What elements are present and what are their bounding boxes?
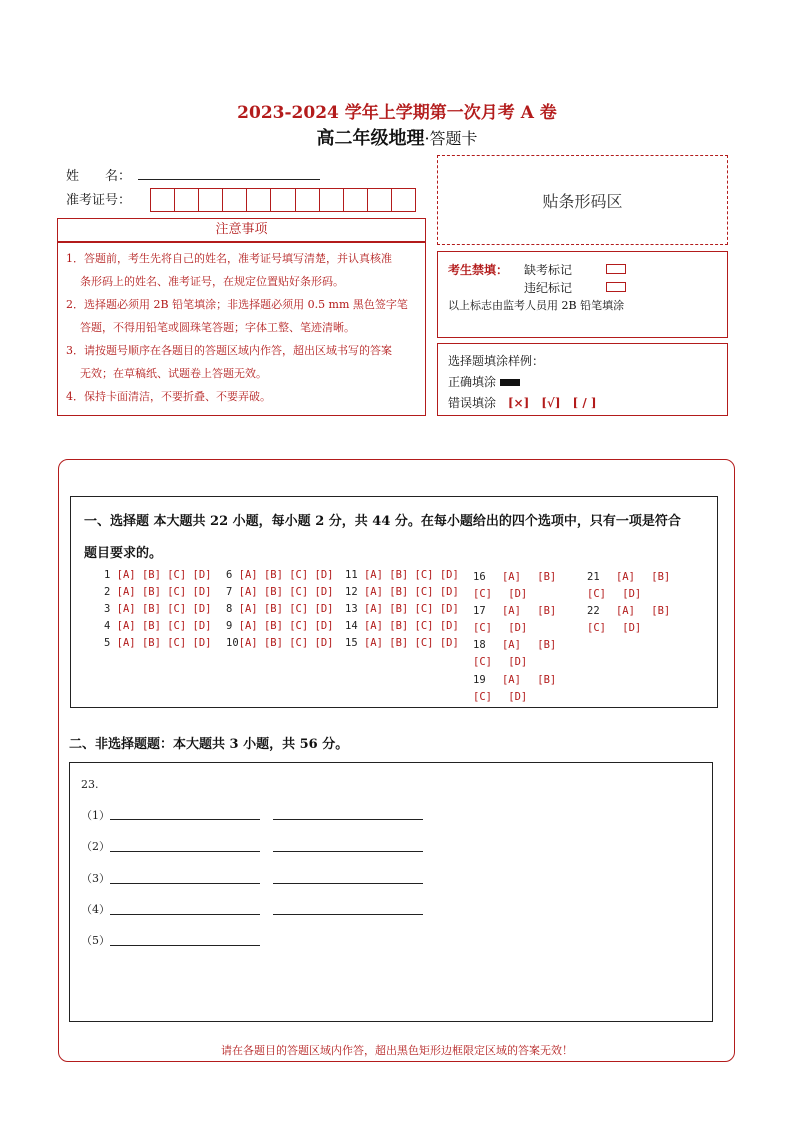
ban-label: 考生禁填： <box>448 263 509 277</box>
question-15[interactable]: 15 [A] [B] [C] [D] <box>345 637 459 649</box>
name-field[interactable] <box>138 179 320 180</box>
notice-item-3-cont: 无效；在草稿纸、试题卷上答题无效。 <box>80 367 267 380</box>
correct-fill-label: 正确填涂 <box>448 375 497 389</box>
section1-heading-line1: 一、选择题 本大题共 22 小题，每小题 2 分，共 44 分。在每小题给出的四个选项中，只有一项是符合 <box>84 514 681 529</box>
id-digit-box[interactable] <box>320 189 344 211</box>
fill-sample-box <box>437 343 728 416</box>
barcode-area <box>437 155 728 245</box>
notice-box <box>57 242 426 416</box>
id-digit-box[interactable] <box>151 189 175 211</box>
question-17[interactable]: 17 [A] [B] [C] [D] <box>473 605 557 634</box>
part-2-answer-line-b[interactable] <box>273 851 423 852</box>
id-digit-box[interactable] <box>344 189 368 211</box>
notice-item-1: 1．答题前，考生先将自己的姓名，准考证号填写清楚，并认真核准 <box>66 252 392 265</box>
question-21[interactable]: 21 [A] [B] [C] [D] <box>587 571 671 600</box>
wrong-fill-row <box>448 394 597 411</box>
exam-id-boxes[interactable] <box>150 188 416 212</box>
violation-mark-box[interactable] <box>606 282 626 292</box>
ban-note: 以上标志由监考人员用 2B 铅笔填涂 <box>448 299 625 312</box>
part-3-answer-line-b[interactable] <box>273 883 423 884</box>
exam-title: 2023-2024 学年上学期第一次月考 A 卷 <box>237 103 557 123</box>
question-5[interactable]: 5 [A] [B] [C] [D] <box>104 637 212 649</box>
notice-title: 注意事项 <box>57 218 426 242</box>
barcode-label: 贴条形码区 <box>542 191 623 211</box>
title-suffix: ·答题卡 <box>424 129 478 148</box>
question-4[interactable]: 4 [A] [B] [C] [D] <box>104 620 212 632</box>
question-8[interactable]: 8 [A] [B] [C] [D] <box>226 603 334 615</box>
exam-id-label: 准考证号： <box>66 193 132 208</box>
part-3-label: （3） <box>81 872 110 885</box>
question-9[interactable]: 9 [A] [B] [C] [D] <box>226 620 334 632</box>
question-3[interactable]: 3 [A] [B] [C] [D] <box>104 603 212 615</box>
part-4-answer-line-b[interactable] <box>273 914 423 915</box>
notice-item-2: 2．选择题必须用 2B 铅笔填涂；非选择题必须用 0.5 mm 黑色签字笔 <box>66 298 408 311</box>
part-4-answer-line-a[interactable] <box>110 914 260 915</box>
part-1-answer-line-a[interactable] <box>110 819 260 820</box>
question-10[interactable]: 10[A] [B] [C] [D] <box>226 637 334 649</box>
notice-item-2-cont: 答题，不得用铅笔或圆珠笔答题；字体工整、笔迹清晰。 <box>80 321 355 334</box>
question-6[interactable]: 6 [A] [B] [C] [D] <box>226 569 334 581</box>
absent-label: 缺考标记 <box>524 263 573 277</box>
part-4-label: （4） <box>81 903 110 916</box>
id-digit-box[interactable] <box>199 189 223 211</box>
question-7[interactable]: 7 [A] [B] [C] [D] <box>226 586 334 598</box>
notice-item-1-cont: 条形码上的姓名、准考证号，在规定位置贴好条形码。 <box>80 275 344 288</box>
part-1-label: （1） <box>81 809 110 822</box>
section1-heading <box>84 506 714 570</box>
exam-ban-box <box>437 251 728 338</box>
id-digit-box[interactable] <box>175 189 199 211</box>
id-digit-box[interactable] <box>368 189 392 211</box>
question-16[interactable]: 16 [A] [B] [C] [D] <box>473 571 557 600</box>
name-label: 姓 名： <box>66 169 132 184</box>
fill-sample-title: 选择题填涂样例： <box>448 354 545 368</box>
id-digit-box[interactable] <box>271 189 295 211</box>
id-digit-box[interactable] <box>223 189 247 211</box>
question-23-number: 23. <box>81 778 99 791</box>
notice-item-3: 3．请按题号顺序在各题目的答题区域内作答，超出区域书写的答案 <box>66 344 392 357</box>
correct-fill-row <box>448 373 520 390</box>
part-3-answer-line-a[interactable] <box>110 883 260 884</box>
violation-label: 违纪标记 <box>524 281 573 295</box>
question-1[interactable]: 1 [A] [B] [C] [D] <box>104 569 212 581</box>
id-digit-box[interactable] <box>392 189 415 211</box>
filled-mark-sample <box>500 379 520 386</box>
question-18[interactable]: 18 [A] [B] [C] [D] <box>473 639 557 668</box>
part-1-answer-line-b[interactable] <box>273 819 423 820</box>
section2-heading: 二、非选择题题：本大题共 3 小题，共 56 分。 <box>69 737 349 752</box>
question-12[interactable]: 12 [A] [B] [C] [D] <box>345 586 459 598</box>
answer-sheet-title <box>0 124 794 150</box>
question-2[interactable]: 2 [A] [B] [C] [D] <box>104 586 212 598</box>
footer-warning: 请在各题目的答题区域内作答，超出黑色矩形边框限定区域的答案无效！ <box>221 1044 573 1057</box>
part-2-label: （2） <box>81 840 110 853</box>
subject-title: 高二年级地理 <box>316 128 425 149</box>
wrong-fill-marks: [×] [√] [ / ] <box>507 396 597 410</box>
absent-mark-box[interactable] <box>606 264 626 274</box>
id-digit-box[interactable] <box>296 189 320 211</box>
question-11[interactable]: 11 [A] [B] [C] [D] <box>345 569 459 581</box>
part-2-answer-line-a[interactable] <box>110 851 260 852</box>
id-digit-box[interactable] <box>247 189 271 211</box>
part-5-label: （5） <box>81 934 110 947</box>
part-5-answer-line[interactable] <box>110 945 260 946</box>
section1-heading-line2: 题目要求的。 <box>84 546 163 561</box>
question-23-box <box>69 762 713 1022</box>
question-14[interactable]: 14 [A] [B] [C] [D] <box>345 620 459 632</box>
wrong-fill-label: 错误填涂 <box>448 396 497 410</box>
question-13[interactable]: 13 [A] [B] [C] [D] <box>345 603 459 615</box>
notice-item-4: 4．保持卡面清洁，不要折叠、不要弄破。 <box>66 390 271 403</box>
question-22[interactable]: 22 [A] [B] [C] [D] <box>587 605 671 634</box>
question-19[interactable]: 19 [A] [B] [C] [D] <box>473 674 557 703</box>
